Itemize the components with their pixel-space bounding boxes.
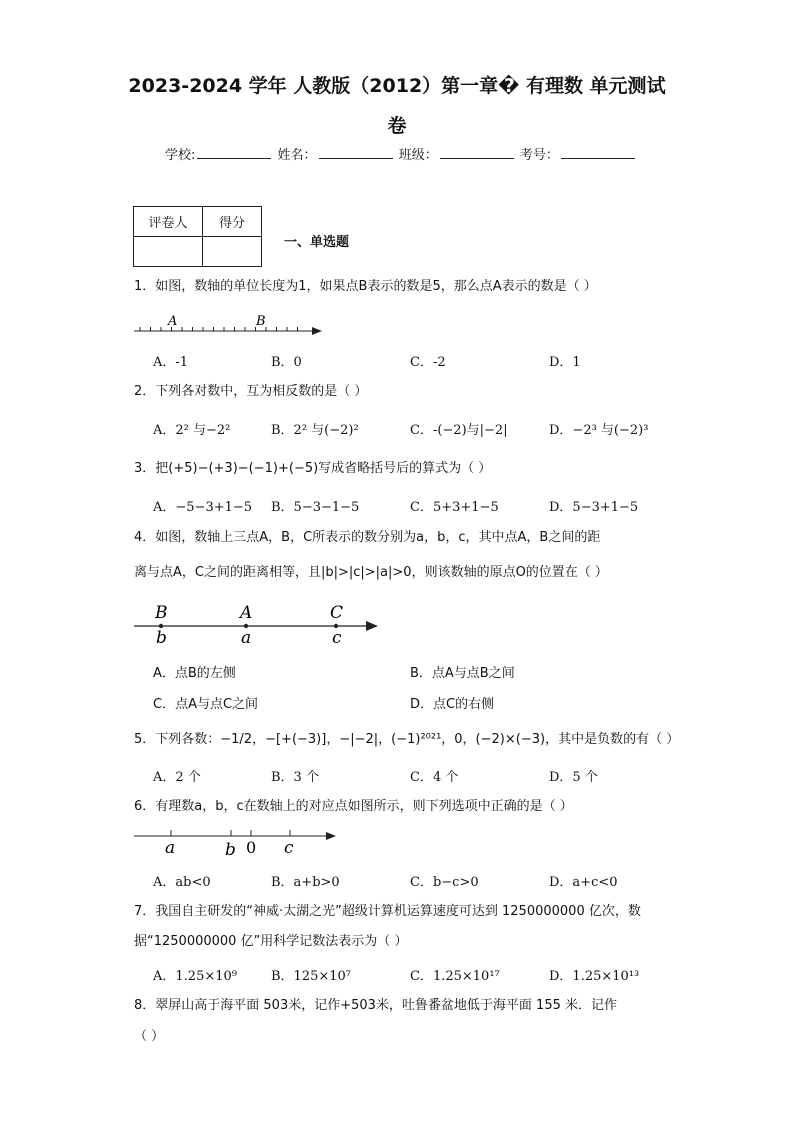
school-blank[interactable] bbox=[197, 146, 271, 159]
q6-label-0: 0 bbox=[246, 838, 257, 857]
q4-option-d[interactable]: D．点C的右侧 bbox=[410, 697, 495, 712]
grader-header: 评卷人 bbox=[134, 207, 203, 237]
question-1-number-line bbox=[130, 311, 330, 341]
q5-option-b[interactable]: B．3 个 bbox=[271, 770, 319, 785]
question-3-stem: 3．把(+5)−(+3)−(−1)+(−5)写成省略括号后的算式为（ ） bbox=[134, 461, 492, 476]
q7-option-c[interactable]: C．1.25×10¹⁷ bbox=[410, 969, 500, 984]
q5-option-c[interactable]: C．4 个 bbox=[410, 770, 459, 785]
question-4-stem-line-2: 离与点A，C之间的距离相等，且|b|>|c|>|a|>0，则该数轴的原点O的位置在（ ） bbox=[134, 565, 608, 580]
page-title bbox=[60, 66, 734, 146]
question-8-stem-line-2: （ ） bbox=[134, 1029, 165, 1044]
q1-option-b[interactable]: B．0 bbox=[271, 355, 302, 370]
q2-option-a[interactable]: A．2² 与−2² bbox=[153, 423, 231, 438]
q4-point-A: A bbox=[240, 603, 253, 623]
q3-option-c[interactable]: C．5+3+1−5 bbox=[410, 500, 499, 515]
question-4-stem-line-1: 4．如图，数轴上三点A，B，C所表示的数分别为a，b，c，其中点A，B之间的距 bbox=[134, 530, 601, 545]
q3-option-d[interactable]: D．5−3+1−5 bbox=[549, 500, 639, 515]
question-2-options bbox=[153, 419, 713, 439]
student-info-line bbox=[165, 144, 637, 163]
q1-option-c[interactable]: C．-2 bbox=[410, 355, 446, 370]
name-blank[interactable] bbox=[319, 146, 393, 159]
q6-option-d[interactable]: D．a+c<0 bbox=[549, 875, 618, 890]
q3-option-b[interactable]: B．5−3−1−5 bbox=[271, 500, 360, 515]
class-label: 班级： bbox=[398, 148, 438, 163]
q4-value-b: b bbox=[156, 628, 167, 648]
q6-label-a: a bbox=[165, 838, 176, 858]
q7-option-a[interactable]: A．1.25×10⁹ bbox=[153, 969, 237, 984]
exam-no-blank[interactable] bbox=[561, 146, 635, 159]
q3-option-a[interactable]: A．−5−3+1−5 bbox=[153, 500, 253, 515]
q1-option-d[interactable]: D．1 bbox=[549, 355, 581, 370]
question-6-options bbox=[153, 871, 713, 891]
q2-option-d[interactable]: D．−2³ 与(−2)³ bbox=[549, 423, 649, 438]
question-1-options bbox=[153, 351, 713, 371]
q1-option-a[interactable]: A．-1 bbox=[153, 355, 189, 370]
q6-option-b[interactable]: B．a+b>0 bbox=[271, 875, 340, 890]
grader-cell bbox=[134, 237, 203, 267]
q4-option-b[interactable]: B．点A与点B之间 bbox=[410, 666, 515, 681]
q5-option-d[interactable]: D．5 个 bbox=[549, 770, 598, 785]
q5-option-a[interactable]: A．2 个 bbox=[153, 770, 201, 785]
section-heading: 一、单选题 bbox=[284, 235, 350, 250]
question-6-number-line bbox=[130, 826, 345, 860]
question-4-options bbox=[153, 662, 713, 722]
q2-option-c[interactable]: C．-(−2)与|−2| bbox=[410, 423, 508, 438]
q4-option-c[interactable]: C．点A与点C之间 bbox=[153, 697, 259, 712]
q6-option-a[interactable]: A．ab<0 bbox=[153, 875, 211, 890]
question-5-stem: 5．下列各数：−1/2，−[+(−3)]，−|−2|，(−1)²⁰²¹，0，(−2)×(−3)，其中是负数的有（ ） bbox=[134, 732, 680, 747]
exam-no-label: 考号： bbox=[519, 148, 559, 163]
question-6-stem: 6．有理数a，b，c在数轴上的对应点如图所示，则下列选项中正确的是（ ） bbox=[134, 799, 573, 814]
q4-option-a[interactable]: A．点B的左侧 bbox=[153, 666, 236, 681]
title-line-2: 卷 bbox=[387, 115, 407, 137]
question-2-stem: 2．下列各对数中，互为相反数的是（ ） bbox=[134, 384, 368, 399]
q4-point-C: C bbox=[330, 603, 344, 623]
question-7-options bbox=[153, 965, 713, 985]
q6-option-c[interactable]: C．b−c>0 bbox=[410, 875, 479, 890]
q7-option-d[interactable]: D．1.25×10¹³ bbox=[549, 969, 640, 984]
school-label: 学校: bbox=[165, 148, 196, 163]
q4-value-c: c bbox=[332, 628, 342, 648]
question-7-stem-line-1: 7．我国自主研发的“神威·太湖之光”超级计算机运算速度可达到 1250000000 亿次，数 bbox=[134, 904, 641, 919]
score-header: 得分 bbox=[203, 207, 262, 237]
question-4-number-line bbox=[130, 598, 390, 650]
title-line-1: 2023-2024 学年 人教版（2012）第一章� 有理数 单元测试 bbox=[128, 75, 666, 97]
q6-label-b: b bbox=[225, 840, 236, 860]
q1-point-B: B bbox=[256, 314, 266, 329]
question-8-stem-line-1: 8．翠屏山高于海平面 503米，记作+503米，吐鲁番盆地低于海平面 155 米．记作 bbox=[134, 998, 617, 1013]
q7-option-b[interactable]: B．125×10⁷ bbox=[271, 969, 352, 984]
q6-label-c: c bbox=[284, 838, 294, 858]
question-3-options bbox=[153, 496, 713, 516]
q4-value-a: a bbox=[241, 628, 252, 648]
q2-option-b[interactable]: B．2² 与(−2)² bbox=[271, 423, 359, 438]
score-cell bbox=[203, 237, 262, 267]
question-7-stem-line-2: 据“1250000000 亿”用科学记数法表示为（ ） bbox=[134, 934, 408, 949]
class-blank[interactable] bbox=[440, 146, 514, 159]
name-label: 姓名： bbox=[277, 148, 317, 163]
q1-point-A: A bbox=[168, 314, 178, 329]
score-table bbox=[133, 206, 262, 267]
question-1-stem: 1．如图，数轴的单位长度为1，如果点B表示的数是5，那么点A表示的数是（ ） bbox=[134, 279, 597, 294]
question-5-options bbox=[153, 766, 713, 786]
q4-point-B: B bbox=[155, 603, 168, 623]
